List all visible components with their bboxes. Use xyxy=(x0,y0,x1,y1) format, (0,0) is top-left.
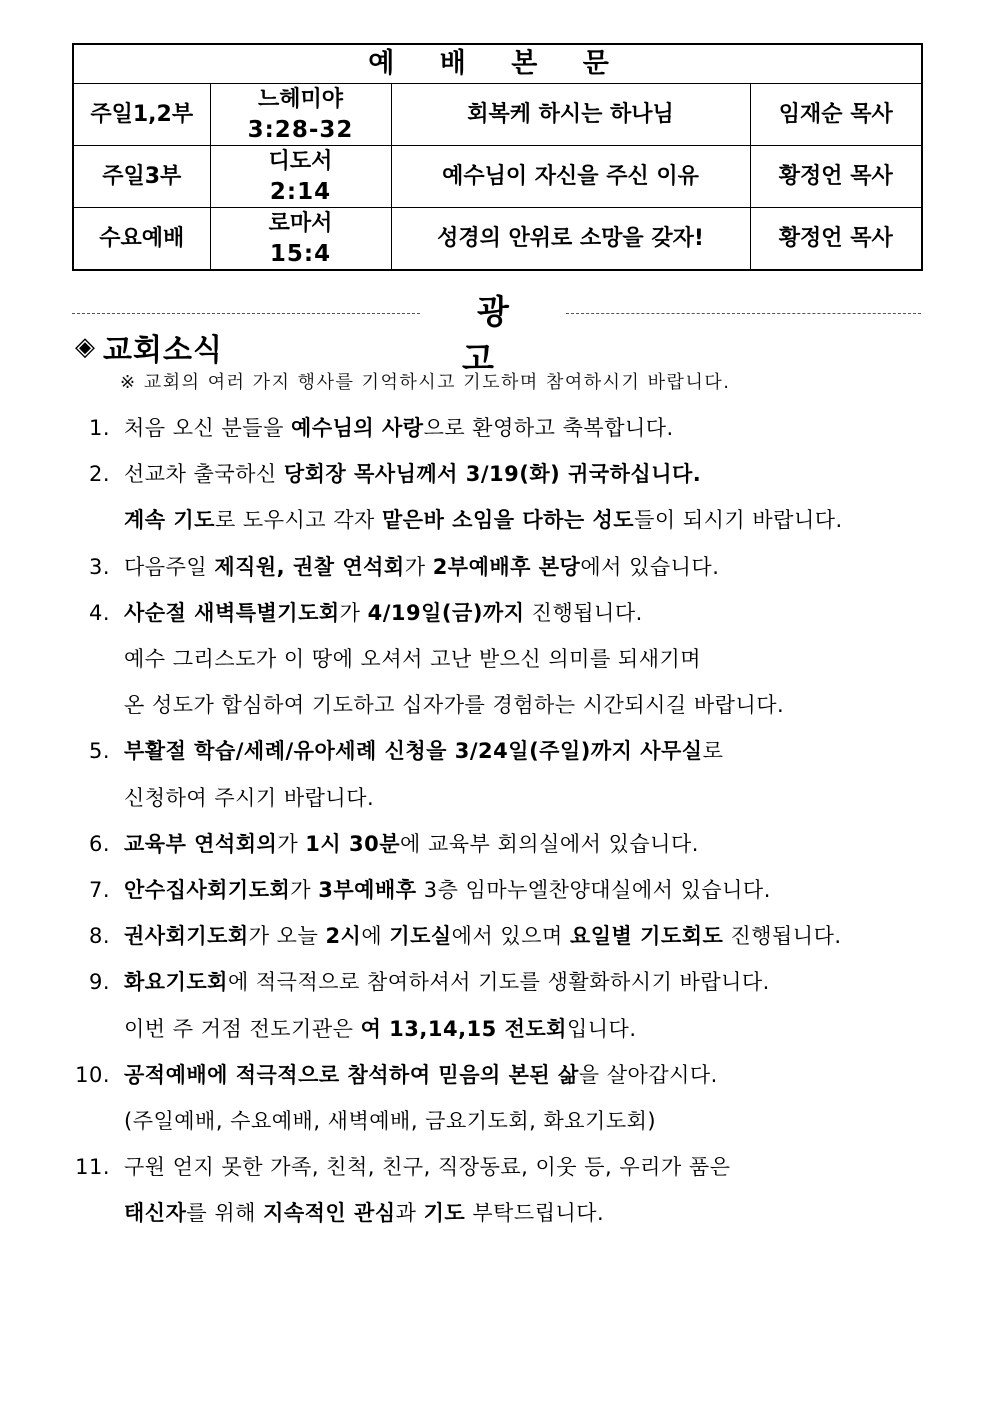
sermon-title: 예수님이 자신을 주신 이유 xyxy=(391,146,750,208)
emphasis-text: 2부예배후 본당 xyxy=(432,554,581,579)
item-number: 8. xyxy=(88,924,110,949)
item-number: 5. xyxy=(88,739,110,764)
emphasis-text: 요일별 기도회도 xyxy=(569,924,724,949)
scripture-verse: 15:4 xyxy=(269,240,332,267)
plain-text: 에 xyxy=(361,924,390,949)
church-news-heading xyxy=(75,326,223,368)
item-text xyxy=(124,778,374,818)
item-text xyxy=(124,408,674,448)
item-text xyxy=(124,962,770,1002)
preacher-name: 황정언 목사 xyxy=(750,146,922,208)
plain-text: 선교차 출국하신 xyxy=(124,462,284,487)
plain-text: 에서 있으며 xyxy=(451,924,570,949)
scripture-book: 느헤미야 xyxy=(257,86,343,112)
emphasis-text: 여 13,14,15 전도회 xyxy=(360,1016,567,1041)
emphasis-text: 당회장 목사님께서 3/19(화) 귀국하십니다. xyxy=(283,462,702,487)
service-name: 주일1,2부 xyxy=(73,84,210,146)
emphasis-text: 태신자 xyxy=(124,1201,187,1226)
emphasis-text: 권사회기도회 xyxy=(124,924,249,949)
item-text xyxy=(124,547,719,587)
service-name: 수요예배 xyxy=(73,208,210,271)
item-number: 6. xyxy=(88,831,110,856)
item-text xyxy=(124,731,723,771)
plain-text: 진행됩니다. xyxy=(723,924,842,949)
plain-text: 로 도우시고 각자 xyxy=(214,508,382,533)
item-text xyxy=(124,454,701,494)
plain-text: 들이 되시기 바랍니다. xyxy=(634,508,843,533)
item-text xyxy=(124,1193,604,1233)
plain-text: 로 xyxy=(702,739,724,764)
plain-text: 으로 환영하고 축복합니다. xyxy=(423,416,674,440)
plain-text: 구원 얻지 못한 가족, 친척, 친구, 직장동료, 이웃 등, 우리가 품은 xyxy=(124,1155,731,1180)
plain-text: 처음 오신 분들을 xyxy=(124,416,292,440)
emphasis-text: 공적예배에 적극적으로 참석하여 믿음의 본된 삶 xyxy=(124,1062,579,1087)
plain-text: 에 교육부 회의실에서 있습니다. xyxy=(400,831,699,856)
scripture-reference xyxy=(210,208,391,271)
plain-text: 가 오늘 xyxy=(248,924,326,949)
sermon-title: 회복케 하시는 하나님 xyxy=(391,84,750,146)
plain-text: 다음주일 xyxy=(124,554,215,579)
scripture-book: 디도서 xyxy=(268,148,333,174)
emphasis-text: 4/19일(금)까지 xyxy=(367,600,525,625)
dashed-divider-left xyxy=(72,313,420,314)
emphasis-text: 부활절 학습/세례/유아세례 신청을 3/24일(주일)까지 사무실 xyxy=(124,739,703,764)
plain-text: 를 위해 xyxy=(186,1201,264,1226)
plain-text: 에서 있습니다. xyxy=(580,554,720,579)
table-row xyxy=(73,146,922,208)
plain-text: 진행됩니다. xyxy=(524,600,643,625)
scripture-verse: 3:28-32 xyxy=(247,116,354,143)
plain-text: 부탁드립니다. xyxy=(465,1201,605,1226)
plain-text: 에 적극적으로 참여하셔서 기도를 생활화하시기 바랍니다. xyxy=(227,970,770,995)
item-number: 2. xyxy=(88,462,110,487)
sermon-title: 성경의 안위로 소망을 갖자! xyxy=(391,208,750,271)
plain-text: 온 성도가 합심하여 기도하고 십자가를 경험하는 시간되시길 바랍니다. xyxy=(124,693,785,718)
emphasis-text: 예수님의 사랑 xyxy=(291,416,424,440)
emphasis-text: 3부예배후 xyxy=(318,878,417,902)
church-news-title: 교회소식 xyxy=(103,333,223,368)
item-text xyxy=(124,1055,718,1095)
emphasis-text: 계속 기도 xyxy=(124,508,215,533)
item-text xyxy=(124,824,699,864)
item-number: 7. xyxy=(88,878,110,902)
item-number: 10. xyxy=(75,1062,110,1087)
emphasis-text: 안수집사회기도회 xyxy=(124,878,291,902)
preacher-name: 임재순 목사 xyxy=(750,84,922,146)
table-row xyxy=(73,208,922,271)
plain-text: 가 xyxy=(339,600,368,625)
plain-text: 이번 주 거점 전도기관은 xyxy=(124,1016,361,1041)
emphasis-text: 2시 xyxy=(325,924,362,949)
item-text xyxy=(124,500,843,540)
emphasis-text: 기도실 xyxy=(389,924,452,949)
item-text xyxy=(124,639,701,679)
item-text xyxy=(124,593,643,633)
item-text xyxy=(124,1101,656,1141)
plain-text: 입니다. xyxy=(566,1016,637,1041)
service-name: 주일3부 xyxy=(73,146,210,208)
plain-text: 가 xyxy=(277,831,306,856)
item-text xyxy=(124,1147,731,1187)
worship-scripture-table xyxy=(72,43,923,271)
plain-text: 가 xyxy=(404,554,433,579)
item-number: 4. xyxy=(88,600,110,625)
emphasis-text: 1시 30분 xyxy=(305,831,400,856)
item-number: 1. xyxy=(88,416,110,440)
preacher-name: 황정언 목사 xyxy=(750,208,922,271)
dashed-divider-right xyxy=(566,313,921,314)
item-text xyxy=(124,685,784,725)
emphasis-text: 기도 xyxy=(423,1201,466,1226)
emphasis-text: 사순절 새벽특별기도회 xyxy=(124,600,340,625)
item-text xyxy=(124,1009,637,1049)
plain-text: 예수 그리스도가 이 땅에 오셔서 고난 받으신 의미를 되새기며 xyxy=(124,647,702,671)
emphasis-text: 교육부 연석회의 xyxy=(124,831,278,856)
emphasis-text: 지속적인 관심 xyxy=(263,1201,396,1226)
plain-text: 을 살아갑시다. xyxy=(578,1062,718,1087)
item-number: 3. xyxy=(88,554,110,579)
table-row xyxy=(73,84,922,146)
announcements-title: 광 고 xyxy=(462,292,539,378)
plain-text: 가 xyxy=(290,878,319,902)
plain-text: (주일예배, 수요예배, 새벽예배, 금요기도회, 화요기도회) xyxy=(124,1109,657,1133)
scripture-reference xyxy=(210,84,391,146)
emphasis-text: 맡은바 소임을 다하는 성도 xyxy=(382,508,635,533)
item-text xyxy=(124,916,842,956)
item-number: 11. xyxy=(75,1155,110,1180)
scripture-book: 로마서 xyxy=(268,210,333,236)
plain-text: 과 xyxy=(395,1201,424,1226)
item-text xyxy=(124,870,771,910)
plain-text: 신청하여 주시기 바랍니다. xyxy=(124,785,375,810)
table-title: 예 배 본 문 xyxy=(73,44,922,84)
diamond-bullet-icon: ◈ xyxy=(75,332,95,362)
emphasis-text: 제직원, 권찰 연석회 xyxy=(214,554,405,579)
emphasis-text: 화요기도회 xyxy=(124,970,228,995)
scripture-verse: 2:14 xyxy=(269,178,332,205)
item-number: 9. xyxy=(88,970,110,995)
scripture-reference xyxy=(210,146,391,208)
church-news-note: ※ 교회의 여러 가지 행사를 기억하시고 기도하며 참여하시기 바랍니다. xyxy=(120,372,731,393)
plain-text: 3층 임마누엘찬양대실에서 있습니다. xyxy=(416,878,771,902)
